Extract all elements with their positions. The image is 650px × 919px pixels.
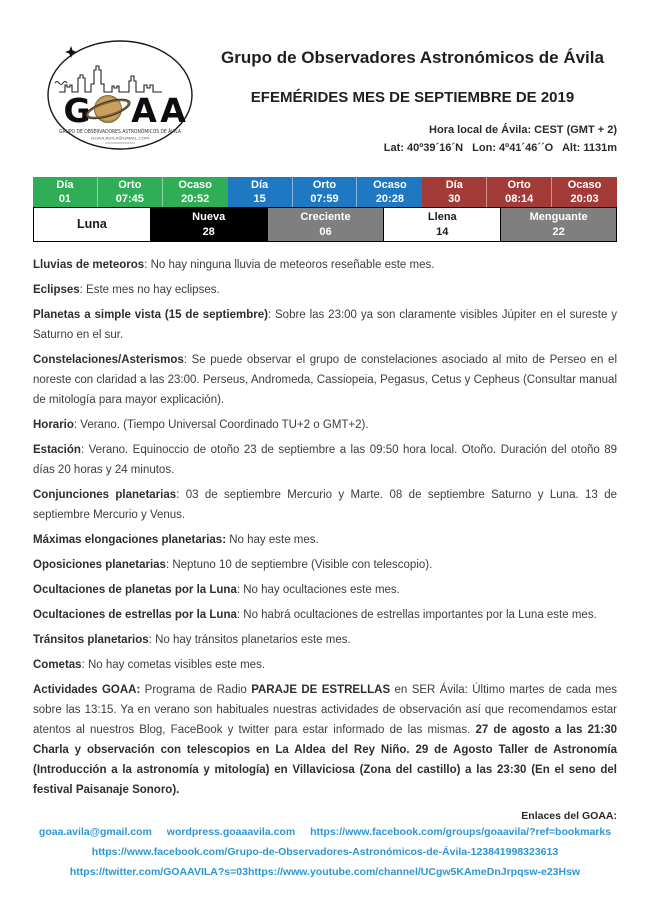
paragraph-label: Eclipses [33,284,80,296]
sun-cell-rise-30 [487,177,552,207]
sun-cell-set-30 [552,177,617,207]
logo-letter-a2: A [160,91,186,130]
sun-cell-value: 30 [448,193,461,205]
sun-cell-label: Ocaso [178,179,213,191]
moon-phase-day: 22 [552,225,565,238]
page-title: Grupo de Observadores Astronómicos de Ávila [221,48,604,67]
sun-cell-value: 07:45 [115,193,144,205]
sun-cell-label: Ocaso [567,179,602,191]
paragraph-planetas-simple-vista [33,305,617,345]
paragraph-body: : No hay ninguna lluvia de meteoros reseñable este mes. [144,259,435,271]
activities-radio-show: PARAJE DE ESTRELLAS [251,684,391,696]
activities-text: en SER Ávila: Último martes de cada mes sobre las 13:15. Ya en verano son habituales nuestras actividades de observación así que recomendamos estar atentos al nuestros Blog, FaceBook y twitter para estar informado de las mismas. [33,684,618,736]
sun-cell-value: 20:03 [570,193,599,205]
paragraph-label: Planetas a simple vista (15 de septiembre) [33,309,268,321]
moon-phase-day: 14 [436,225,449,238]
paragraph-elongaciones [33,530,617,550]
sun-cell-day-1 [33,177,98,207]
body-text [0,242,650,800]
paragraph-horario [33,415,617,435]
moon-label-cell [33,207,150,242]
paragraph-conjunciones [33,485,617,525]
paragraph-eclipses [33,280,617,300]
paragraph-label: Tránsitos planetarios [33,634,149,646]
links-row-3 [0,862,650,882]
paragraph-ocultaciones-estrellas [33,605,617,625]
paragraph-label: Ocultaciones de estrellas por la Luna [33,609,237,621]
sun-cell-day-15 [228,177,293,207]
youtube-link[interactable]: https://www.youtube.com/channel/UCgw5KAmeDnJrpqsw-e23Hsw [247,866,581,878]
wordpress-link[interactable]: wordpress.goaaavila.com [166,826,296,838]
moon-phase-name: Llena [427,210,457,223]
sun-cell-label: Orto [312,179,337,191]
links-heading: Enlaces del GOAA: [521,810,617,822]
activities-events: 27 de agosto a las 21:30 Charla y observación con telescopios en La Aldea del Rey Niño. 29 de Agosto Taller de Astronomía (Introducción a la astronomía y mitología) en Villaviciosa (Zona del castillo) a las 23:30 (En el seno del festival Paisanaje Sonoro). [33,724,617,796]
paragraph-body: : Verano. (Tiempo Universal Coordinado TU+2 o GMT+2). [73,419,369,431]
paragraph-transitos [33,630,617,650]
location-meta [208,121,617,157]
paragraph-estacion [33,440,617,480]
paragraph-body: : No hay ocultaciones este mes. [236,584,400,596]
facebook-group-link[interactable]: https://www.facebook.com/groups/goaavila/?ref=bookmarks [310,826,612,838]
moon-phase-nueva [150,207,267,242]
paragraph-lluvias [33,255,617,275]
paragraph-oposiciones [33,555,617,575]
sun-cell-label: Día [445,179,463,191]
sun-cell-label: Día [56,179,74,191]
paragraph-label: Estación [33,444,81,456]
sun-cell-value: 20:52 [181,193,210,205]
twitter-link[interactable]: https://twitter.com/GOAAVILA?s=03 [69,866,248,878]
sun-cell-rise-1 [98,177,163,207]
sun-cell-value: 20:28 [375,193,404,205]
sun-cell-set-1 [163,177,228,207]
sun-cell-label: Ocaso [373,179,407,191]
moon-label: Luna [76,217,107,231]
sun-cell-value: 08:14 [505,193,534,205]
sun-cell-day-30 [422,177,487,207]
logo-letter-a1: A [131,91,157,130]
paragraph-label: Conjunciones planetarias [33,489,177,501]
paragraph-body: : 03 de septiembre Mercurio y Marte. 08 de septiembre Saturno y Luna. 13 de septiembre Mercurio y Venus. [33,489,617,521]
moon-phase-llena [383,207,500,242]
paragraph-body: : Se puede observar el grupo de constelaciones asociado al mito de Perseo en el noreste con claridad a las 23:00. Perseus, Andromeda, Cassiopeia, Pegasus, Cetus y Cepheus (Consultar manual de mitología para mayor explicación). [33,354,617,406]
activities-text: Programa de Radio [140,684,252,696]
sun-cell-value: 15 [253,193,266,205]
moon-phase-name: Menguante [529,210,588,223]
logo-small-text: GOAA.AVILA@GMAIL.COM [91,135,149,141]
paragraph-body: : No hay cometas visibles este mes. [81,659,266,671]
sun-cell-set-15 [357,177,422,207]
moon-phase-day: 28 [202,225,215,238]
moon-table [33,207,617,242]
page-subtitle: EFEMÉRIDES MES DE SEPTIEMBRE DE 2019 [250,89,575,106]
sun-cell-label: Orto [507,179,531,191]
header [0,0,650,157]
sun-cell-value: 07:59 [310,193,339,205]
paragraph-actividades [33,680,617,800]
paragraph-body: No hay este mes. [226,534,319,546]
links-row-2 [0,842,650,862]
sun-cell-rise-15 [293,177,358,207]
paragraph-label: Cometas [33,659,82,671]
paragraph-label: Lluvias de meteoros [33,259,145,271]
local-time: Hora local de Ávila: CEST (GMT + 2) [429,124,617,136]
paragraph-label: Oposiciones planetarias [33,559,166,571]
sun-cell-label: Orto [118,179,142,191]
sun-cell-label: Día [251,179,269,191]
coordinates: Lat: 40º39´16´N Lon: 4º41´46´´O Alt: 1131m [383,142,617,154]
paragraph-label: Ocultaciones de planetas por la Luna [33,584,237,596]
sun-table [33,177,617,207]
goaa-logo [33,38,198,157]
logo-letter-g: G [63,91,91,130]
moon-phase-name: Creciente [300,210,351,223]
header-text [198,38,617,157]
moon-phase-name: Nueva [192,210,226,223]
paragraph-label: Máximas elongaciones planetarias: [33,534,227,546]
facebook-page-link[interactable]: https://www.facebook.com/Grupo-de-Observadores-Astronómicos-de-Ávila-123841998323613 [91,846,559,858]
paragraph-label: Constelaciones/Asterismos [33,354,184,366]
paragraph-body: : Verano. Equinoccio de otoño 23 de septiembre a las 09:50 hora local. Otoño. Duración del otoño 89 días 20 horas y 24 minutos. [33,444,617,476]
moon-phase-menguante [500,207,617,242]
links-row-1 [0,822,650,842]
paragraph-body: : No hay tránsitos planetarios este mes. [148,634,351,646]
paragraph-body: : Este mes no hay eclipses. [79,284,220,296]
paragraph-body: : No habrá ocultaciones de estrellas importantes por la Luna este mes. [236,609,597,621]
paragraph-ocultaciones-planetas [33,580,617,600]
email-link[interactable]: goaa.avila@gmail.com [38,826,152,838]
paragraph-cometas [33,655,617,675]
moon-phase-day: 06 [319,225,332,238]
paragraph-constelaciones [33,350,617,410]
logo-ring-text: GRUPO DE OBSERVADORES ASTRONÓMICOS DE ÁVILA [59,129,195,135]
paragraph-body: : Sobre las 23:00 ya son claramente visibles Júpiter en el sureste y Saturno en el sur. [33,309,617,341]
moon-phase-creciente [267,207,384,242]
paragraph-label: Horario [33,419,74,431]
paragraph-body: : Neptuno 10 de septiembre (Visible con telescopio). [165,559,433,571]
goaa-logo-image [45,38,195,152]
activities-label: Actividades GOAA: [33,684,141,696]
sun-cell-value: 01 [58,193,72,205]
